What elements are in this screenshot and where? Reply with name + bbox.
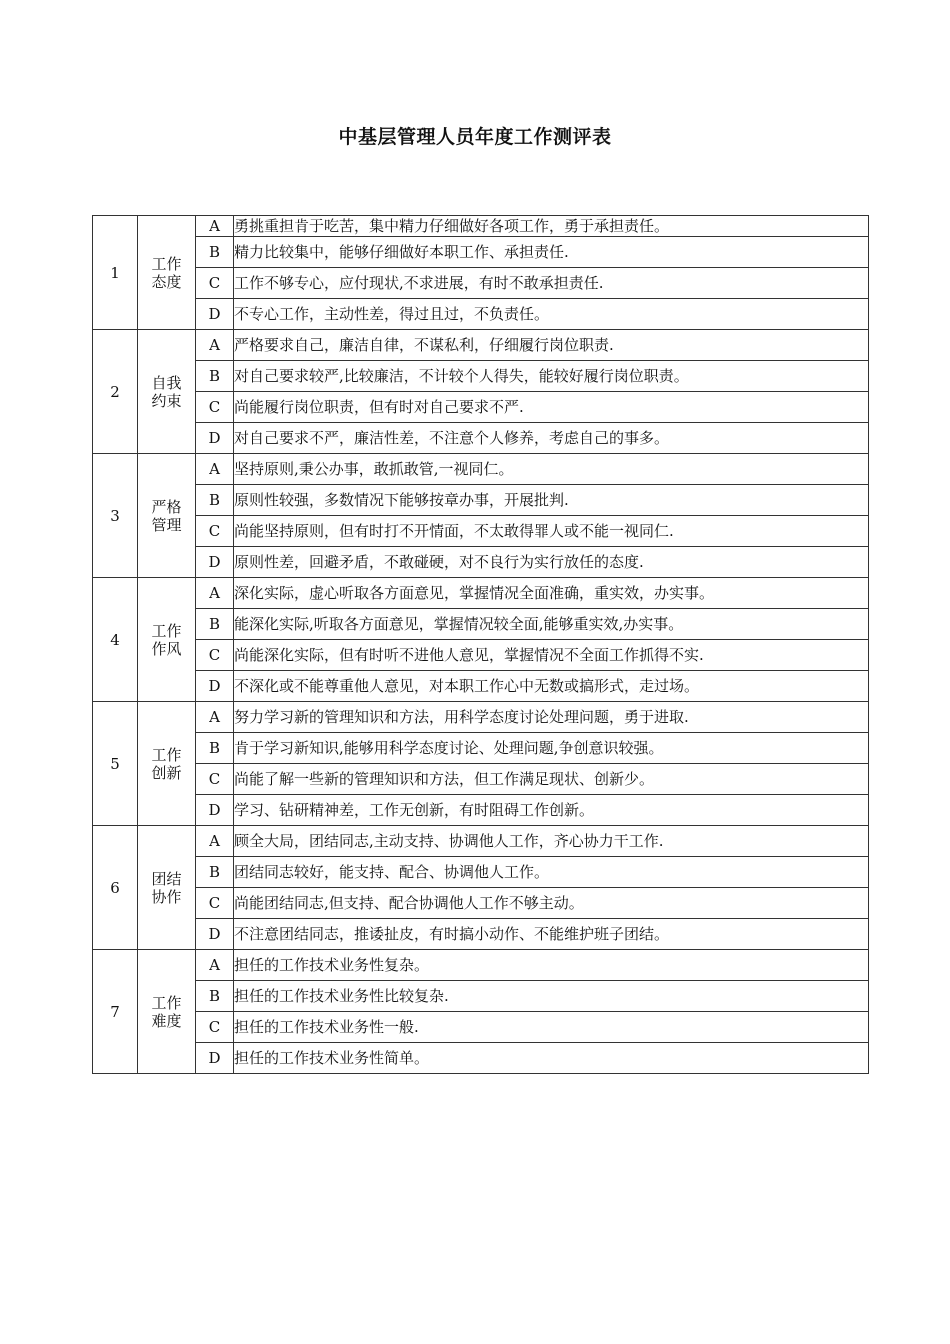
option-description: 深化实际，虚心听取各方面意见，掌握情况全面准确，重实效，办实事。 (234, 578, 869, 609)
option-description: 工作不够专心，应付现状,不求进展，有时不敢承担责任. (234, 268, 869, 299)
option-grade: A (196, 216, 234, 237)
option-description: 不深化或不能尊重他人意见，对本职工作心中无数或搞形式，走过场。 (234, 671, 869, 702)
option-description: 不专心工作，主动性差，得过且过，不负责任。 (234, 299, 869, 330)
option-description: 尚能深化实际，但有时听不进他人意见，掌握情况不全面工作抓得不实. (234, 640, 869, 671)
table-row (93, 268, 869, 299)
page-title: 中基层管理人员年度工作测评表 (338, 126, 612, 148)
option-description: 能深化实际,听取各方面意见，掌握情况较全面,能够重实效,办实事。 (234, 609, 869, 640)
table-row (93, 454, 869, 485)
section-category-label: 工作创新 (151, 745, 182, 782)
section-number: 7 (93, 950, 138, 1074)
section-category (138, 826, 196, 950)
table-row (93, 1043, 869, 1074)
table-row (93, 609, 869, 640)
section-category (138, 702, 196, 826)
option-description: 不注意团结同志，推诿扯皮，有时搞小动作、不能维护班子团结。 (234, 919, 869, 950)
option-description: 原则性较强，多数情况下能够按章办事，开展批判. (234, 485, 869, 516)
option-description: 勇挑重担肯于吃苦，集中精力仔细做好各项工作，勇于承担责任。 (234, 216, 869, 237)
option-description: 尚能了解一些新的管理知识和方法，但工作满足现状、创新少。 (234, 764, 869, 795)
table-row (93, 216, 869, 237)
evaluation-table-body (93, 216, 869, 1074)
table-row (93, 826, 869, 857)
option-grade: A (196, 330, 234, 361)
table-row (93, 423, 869, 454)
section-category (138, 578, 196, 702)
option-description: 坚持原则,秉公办事，敢抓敢管,一视同仁。 (234, 454, 869, 485)
option-description: 尚能坚持原则，但有时打不开情面，不太敢得罪人或不能一视同仁. (234, 516, 869, 547)
table-row (93, 857, 869, 888)
option-grade: D (196, 919, 234, 950)
option-grade: D (196, 1043, 234, 1074)
option-description: 对自己要求较严,比较廉洁，不计较个人得失，能较好履行岗位职责。 (234, 361, 869, 392)
option-grade: B (196, 857, 234, 888)
table-row (93, 981, 869, 1012)
table-row (93, 516, 869, 547)
table-row (93, 547, 869, 578)
section-category (138, 330, 196, 454)
table-row (93, 702, 869, 733)
option-grade: A (196, 826, 234, 857)
option-description: 担任的工作技术业务性一般. (234, 1012, 869, 1043)
option-description: 尚能团结同志,但支持、配合协调他人工作不够主动。 (234, 888, 869, 919)
section-category (138, 216, 196, 330)
option-grade: D (196, 671, 234, 702)
section-category-label: 工作态度 (151, 254, 182, 291)
table-row (93, 919, 869, 950)
section-category-label: 自我约束 (151, 373, 182, 410)
option-grade: D (196, 795, 234, 826)
option-grade: C (196, 516, 234, 547)
option-grade: D (196, 423, 234, 454)
section-number: 6 (93, 826, 138, 950)
option-grade: B (196, 981, 234, 1012)
section-category-label: 严格管理 (151, 497, 182, 534)
option-description: 尚能履行岗位职责，但有时对自己要求不严. (234, 392, 869, 423)
option-grade: C (196, 640, 234, 671)
option-grade: C (196, 268, 234, 299)
option-description: 学习、钻研精神差，工作无创新，有时阻碍工作创新。 (234, 795, 869, 826)
section-category-label: 团结协作 (151, 869, 182, 906)
section-number: 1 (93, 216, 138, 330)
table-row (93, 1012, 869, 1043)
section-number: 5 (93, 702, 138, 826)
section-category (138, 454, 196, 578)
option-grade: C (196, 392, 234, 423)
section-category-label: 工作难度 (151, 993, 182, 1030)
table-row (93, 237, 869, 268)
option-grade: A (196, 578, 234, 609)
option-grade: B (196, 609, 234, 640)
table-row (93, 888, 869, 919)
table-row (93, 485, 869, 516)
option-description: 团结同志较好，能支持、配合、协调他人工作。 (234, 857, 869, 888)
table-row (93, 578, 869, 609)
option-grade: C (196, 764, 234, 795)
option-grade: C (196, 888, 234, 919)
option-grade: A (196, 702, 234, 733)
option-grade: A (196, 454, 234, 485)
option-grade: B (196, 361, 234, 392)
option-description: 原则性差，回避矛盾，不敢碰硬，对不良行为实行放任的态度. (234, 547, 869, 578)
option-grade: C (196, 1012, 234, 1043)
evaluation-table (92, 215, 869, 1074)
option-description: 顾全大局，团结同志,主动支持、协调他人工作，齐心协力干工作. (234, 826, 869, 857)
table-row (93, 361, 869, 392)
table-row (93, 640, 869, 671)
table-row (93, 330, 869, 361)
option-description: 对自己要求不严，廉洁性差，不注意个人修养，考虑自己的事多。 (234, 423, 869, 454)
option-description: 肯于学习新知识,能够用科学态度讨论、处理问题,争创意识较强。 (234, 733, 869, 764)
option-description: 担任的工作技术业务性复杂。 (234, 950, 869, 981)
option-description: 担任的工作技术业务性比较复杂. (234, 981, 869, 1012)
section-category (138, 950, 196, 1074)
section-number: 2 (93, 330, 138, 454)
option-description: 担任的工作技术业务性简单。 (234, 1043, 869, 1074)
option-grade: B (196, 237, 234, 268)
section-category-label: 工作作风 (151, 621, 182, 658)
table-row (93, 795, 869, 826)
option-grade: D (196, 547, 234, 578)
table-row (93, 671, 869, 702)
option-grade: A (196, 950, 234, 981)
section-number: 4 (93, 578, 138, 702)
table-row (93, 299, 869, 330)
option-description: 努力学习新的管理知识和方法，用科学态度讨论处理问题，勇于进取. (234, 702, 869, 733)
table-row (93, 764, 869, 795)
table-row (93, 392, 869, 423)
table-row (93, 950, 869, 981)
option-grade: B (196, 485, 234, 516)
section-number: 3 (93, 454, 138, 578)
option-grade: B (196, 733, 234, 764)
option-description: 精力比较集中，能够仔细做好本职工作、承担责任. (234, 237, 869, 268)
table-row (93, 733, 869, 764)
option-grade: D (196, 299, 234, 330)
option-description: 严格要求自己，廉洁自律，不谋私利，仔细履行岗位职责. (234, 330, 869, 361)
